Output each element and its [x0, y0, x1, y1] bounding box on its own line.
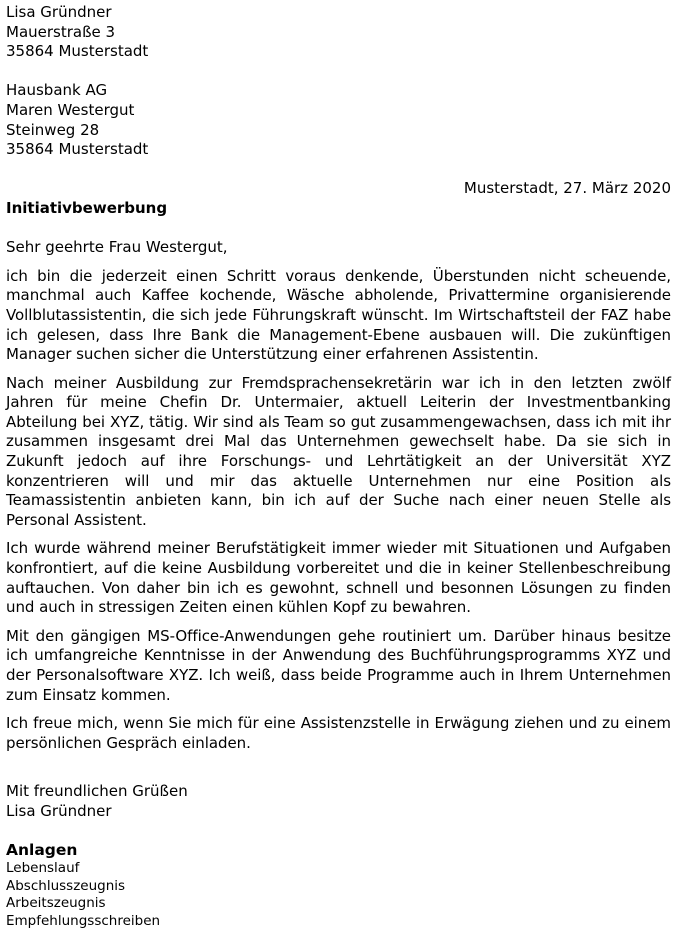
date-line: Musterstadt, 27. März 2020	[463, 179, 671, 198]
attachment-item: Abschlusszeugnis	[6, 877, 126, 894]
recipient-street: Steinweg 28	[6, 120, 100, 139]
sender-street: Mauerstraße 3	[6, 22, 116, 41]
body-paragraph: Ich wurde während meiner Berufstätigkeit immer wieder mit Situationen und Aufgaben konfrontiert, auf die keine Ausbildung vorbereitet und die in keiner Stellenbeschreibung auftauchen. Von daher bin ich es gewohnt, schnell und besonnen Lösungen zu finden und auch in stressigen Zeiten einen kühlen Kopf zu bewahren.	[6, 539, 671, 617]
closing-block	[6, 782, 671, 821]
attachments-list	[6, 860, 671, 930]
sender-city: 35864 Musterstadt	[6, 42, 149, 61]
recipient-city: 35864 Musterstadt	[6, 140, 149, 159]
recipient-address	[6, 81, 671, 159]
letter-page	[6, 3, 671, 930]
recipient-contact: Maren Westergut	[6, 100, 135, 119]
closing-greeting: Mit freundlichen Grüßen	[6, 782, 188, 801]
body-paragraph: Mit den gängigen MS-Office-Anwendungen gehe routiniert um. Darüber hinaus besitze ich umfangreiche Kenntnisse in der Anwendung des Buchführungsprogramms XYZ und der Personalsoftware XYZ. Ich weiß, dass beide Programme auch in Ihrem Unternehmen zum Einsatz kommen.	[6, 626, 671, 704]
attachment-item: Lebenslauf	[6, 860, 80, 877]
subject-line: Initiativbewerbung	[6, 198, 168, 217]
body-paragraph: ich bin die jederzeit einen Schritt voraus denkende, Überstunden nicht scheuende, manchmal auch Kaffee kochende, Wäsche abholende, Privattermine organisierende Vollblutassistentin, die sich jede Führungskraft wünscht. Im Wirtschaftsteil der FAZ habe ich gelesen, dass Ihre Bank die Management-Ebene ausbauen will. Die zukünftigen Manager suchen sicher die Unterstützung einer erfahrenen Assistentin.	[6, 266, 671, 364]
attachments-heading: Anlagen	[6, 840, 78, 859]
sender-name: Lisa Gründner	[6, 3, 112, 21]
body-paragraph: Ich freue mich, wenn Sie mich für eine Assistenzstelle in Erwägung ziehen und zu einem persönlichen Gespräch einladen.	[6, 714, 671, 752]
signature-name: Lisa Gründner	[6, 801, 112, 820]
recipient-company: Hausbank AG	[6, 81, 108, 100]
attachment-item: Arbeitszeugnis	[6, 895, 106, 912]
body-paragraph: Nach meiner Ausbildung zur Fremdsprachensekretärin war ich in den letzten zwölf Jahren für meine Chefin Dr. Untermaier, aktuell Leiterin der Investmentbanking Abteilung bei XYZ, tätig. Wir sind als Team so gut zusammengewachsen, dass ich mit ihr zusammen insgesamt drei Mal das Unternehmen gewechselt habe. Da sie sich in Zukunft jedoch auf ihre Forschungs- und Lehrtätigkeit an der Universität XYZ konzentrieren will und mir das aktuelle Unternehmen nur eine Position als Teamassistentin anbieten kann, bin ich auf der Suche nach einer neuen Stelle als Personal Assistent.	[6, 373, 671, 529]
sender-address	[6, 3, 671, 62]
attachment-item: Empfehlungsschreiben	[6, 912, 161, 929]
salutation: Sehr geehrte Frau Westergut,	[6, 238, 228, 257]
